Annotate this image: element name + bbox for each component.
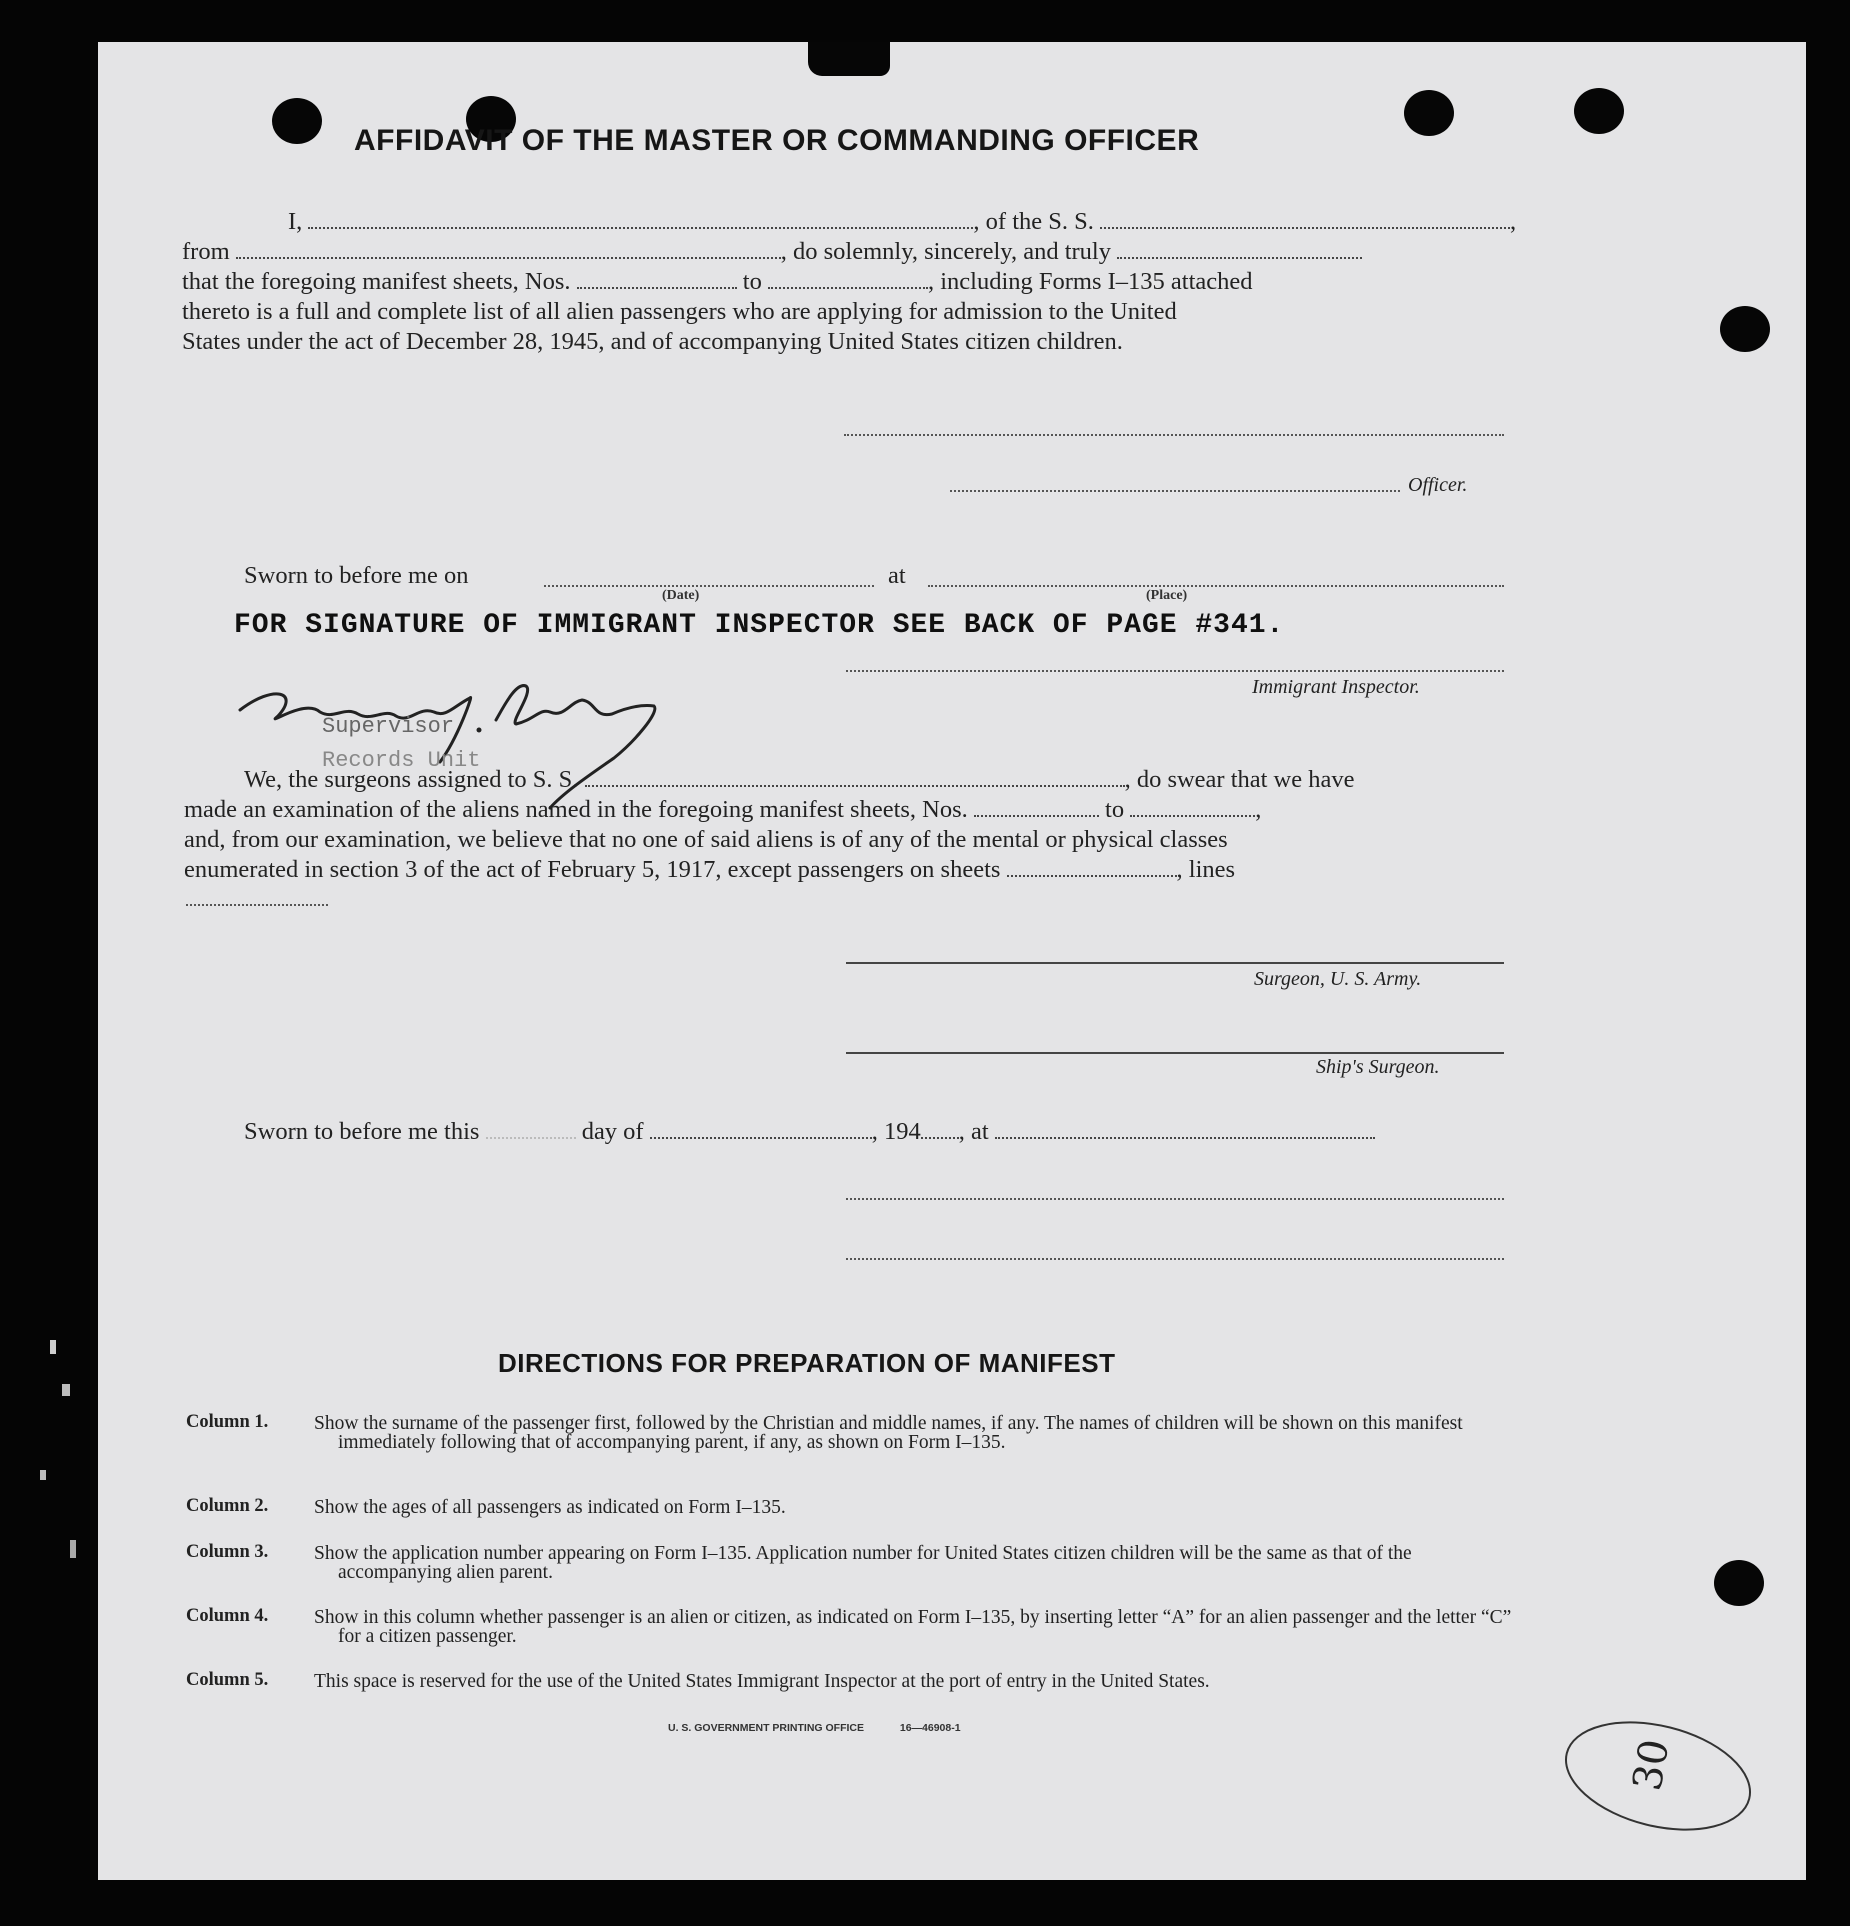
- text-194: , 194: [871, 1118, 921, 1145]
- text-comma: ,: [1510, 208, 1517, 235]
- date-label: (Date): [662, 588, 700, 603]
- column-2-label: Column 2.: [186, 1496, 269, 1516]
- column-2-text: Show the ages of all passengers as indicated on Form I–135.: [314, 1497, 786, 1518]
- text-enumerated: enumerated in section 3 of the act of February 5, 1917, except passengers on sheets: [184, 856, 1001, 883]
- affidavit-line-5: States under the act of December 28, 1945, and of accompanying United States citizen children.: [182, 328, 1123, 355]
- text-i: I,: [288, 208, 303, 235]
- scan-speck: [40, 1470, 46, 1480]
- text-surgeons-assigned: We, the surgeons assigned to S. S.: [244, 766, 579, 793]
- text-comma-2: ,: [1255, 796, 1262, 823]
- document-page: [98, 42, 1806, 1880]
- sheet-from-field[interactable]: [577, 287, 737, 289]
- scan-speck: [70, 1540, 76, 1558]
- torn-notch: [808, 42, 890, 76]
- ship-surgeon-label: Ship's Surgeon.: [1316, 1056, 1440, 1078]
- text-sworn-this: Sworn to before me this: [244, 1118, 480, 1145]
- handwritten-mark: 30: [1624, 1735, 1679, 1795]
- signature-line: [844, 434, 1504, 436]
- punch-hole: [272, 98, 322, 144]
- column-4-text: Show in this column whether passenger is an alien or citizen, as indicated on Form I–135, by inserting letter “A” for an alien passenger and the letter “C” for a citizen passenger.: [314, 1607, 1512, 1647]
- text-lines: , lines: [1176, 856, 1236, 883]
- punch-hole: [1714, 1560, 1764, 1606]
- officer-title-line-2[interactable]: [846, 1258, 1504, 1260]
- punch-hole: [1574, 88, 1624, 134]
- text-of-ss: , of the S. S.: [973, 208, 1094, 235]
- ship-name-field[interactable]: [1100, 227, 1510, 229]
- sworn-year-field[interactable]: [921, 1137, 959, 1139]
- sworn-place-field-2[interactable]: [995, 1137, 1375, 1139]
- from-port-field[interactable]: [236, 257, 781, 259]
- text-including: , including Forms I–135 attached: [927, 268, 1253, 295]
- text-at-2: , at: [958, 1118, 989, 1145]
- punch-hole: [1404, 90, 1454, 136]
- form-number: 16—46908-1: [899, 1722, 961, 1734]
- surgeon-ship-field[interactable]: [585, 785, 1125, 787]
- officer-signature-line[interactable]: [950, 490, 1400, 492]
- sworn-date-field[interactable]: [544, 585, 874, 587]
- column-5-label: Column 5.: [186, 1670, 269, 1690]
- scan-speck: [62, 1384, 70, 1396]
- except-sheets-field[interactable]: [1007, 875, 1177, 877]
- inspector-label: Immigrant Inspector.: [1252, 676, 1420, 698]
- sworn-text-1: Sworn to before me on: [244, 562, 469, 589]
- column-4-label: Column 4.: [186, 1606, 269, 1626]
- sworn-month-field[interactable]: [650, 1137, 872, 1139]
- printer-name: U. S. GOVERNMENT PRINTING OFFICE: [668, 1722, 865, 1734]
- army-surgeon-signature-line[interactable]: [846, 962, 1504, 964]
- directions-title: DIRECTIONS FOR PREPARATION OF MANIFEST: [498, 1348, 1116, 1378]
- column-1-label: Column 1.: [186, 1412, 269, 1432]
- supervisor-text: Supervisor: [322, 714, 455, 739]
- sworn-at-1: at: [888, 562, 906, 589]
- surgeons-line-3: and, from our examination, we believe that no one of said aliens is of any of the mental or physical classes: [184, 826, 1228, 853]
- text-examination: made an examination of the aliens named in the foregoing manifest sheets, Nos.: [184, 796, 968, 823]
- except-lines-field[interactable]: [186, 904, 328, 906]
- affidavit-line-3: [182, 268, 1253, 296]
- surgeon-sheet-to-field[interactable]: [1130, 815, 1255, 817]
- column-3-text: Show the application number appearing on Form I–135. Application number for United States citizen children will be the same as that of the accompanying alien parent.: [314, 1543, 1412, 1583]
- text-day-of: day of: [581, 1118, 644, 1145]
- text-to-2: to: [1105, 796, 1125, 823]
- sworn-line-2: [244, 1118, 1375, 1146]
- inspector-stamp: FOR SIGNATURE OF IMMIGRANT INSPECTOR SEE BACK OF PAGE #341.: [234, 610, 1285, 641]
- surgeon-sheet-from-field[interactable]: [974, 815, 1099, 817]
- affidavit-title: AFFIDAVIT OF THE MASTER OR COMMANDING OFFICER: [354, 124, 1200, 157]
- column-5-text: This space is reserved for the use of the United States Immigrant Inspector at the port of entry in the United States.: [314, 1671, 1210, 1692]
- inspector-signature-line[interactable]: [846, 670, 1504, 672]
- surgeons-line-4: [184, 856, 1235, 884]
- surgeons-line-2: [184, 796, 1261, 824]
- army-surgeon-label: Surgeon, U. S. Army.: [1254, 968, 1422, 990]
- officer-label: Officer.: [1408, 474, 1468, 496]
- affidavit-line-1: [234, 208, 1516, 236]
- place-label: (Place): [1146, 588, 1188, 603]
- scan-speck: [50, 1340, 56, 1354]
- affidavit-line-2: [182, 238, 1362, 266]
- declare-field[interactable]: [1117, 257, 1362, 259]
- text-foregoing: that the foregoing manifest sheets, Nos.: [182, 268, 571, 295]
- printer-credit: [668, 1722, 961, 1734]
- affidavit-line-4: thereto is a full and complete list of all alien passengers who are applying for admission to the United: [182, 298, 1177, 325]
- master-name-field[interactable]: [308, 227, 973, 229]
- text-solemnly: , do solemnly, sincerely, and truly: [780, 238, 1111, 265]
- column-3-label: Column 3.: [186, 1542, 269, 1562]
- sheet-to-field[interactable]: [768, 287, 928, 289]
- punch-hole: [1720, 306, 1770, 352]
- text-do-swear: , do swear that we have: [1124, 766, 1355, 793]
- ship-surgeon-signature-line[interactable]: [846, 1052, 1504, 1054]
- sworn-day-field[interactable]: [486, 1137, 576, 1139]
- text-to: to: [742, 268, 762, 295]
- records-unit-text: Records Unit: [322, 748, 481, 773]
- column-1-text: Show the surname of the passenger first, followed by the Christian and middle names, if any. The names of children will be shown on this manifest immediately following that of accompanying parent, if any, as shown on Form I–135.: [314, 1413, 1463, 1453]
- text-from: from: [182, 238, 230, 265]
- surgeons-line-1: [244, 766, 1355, 794]
- sworn-place-field[interactable]: [928, 585, 1504, 587]
- officer-signature-line-2[interactable]: [846, 1198, 1504, 1200]
